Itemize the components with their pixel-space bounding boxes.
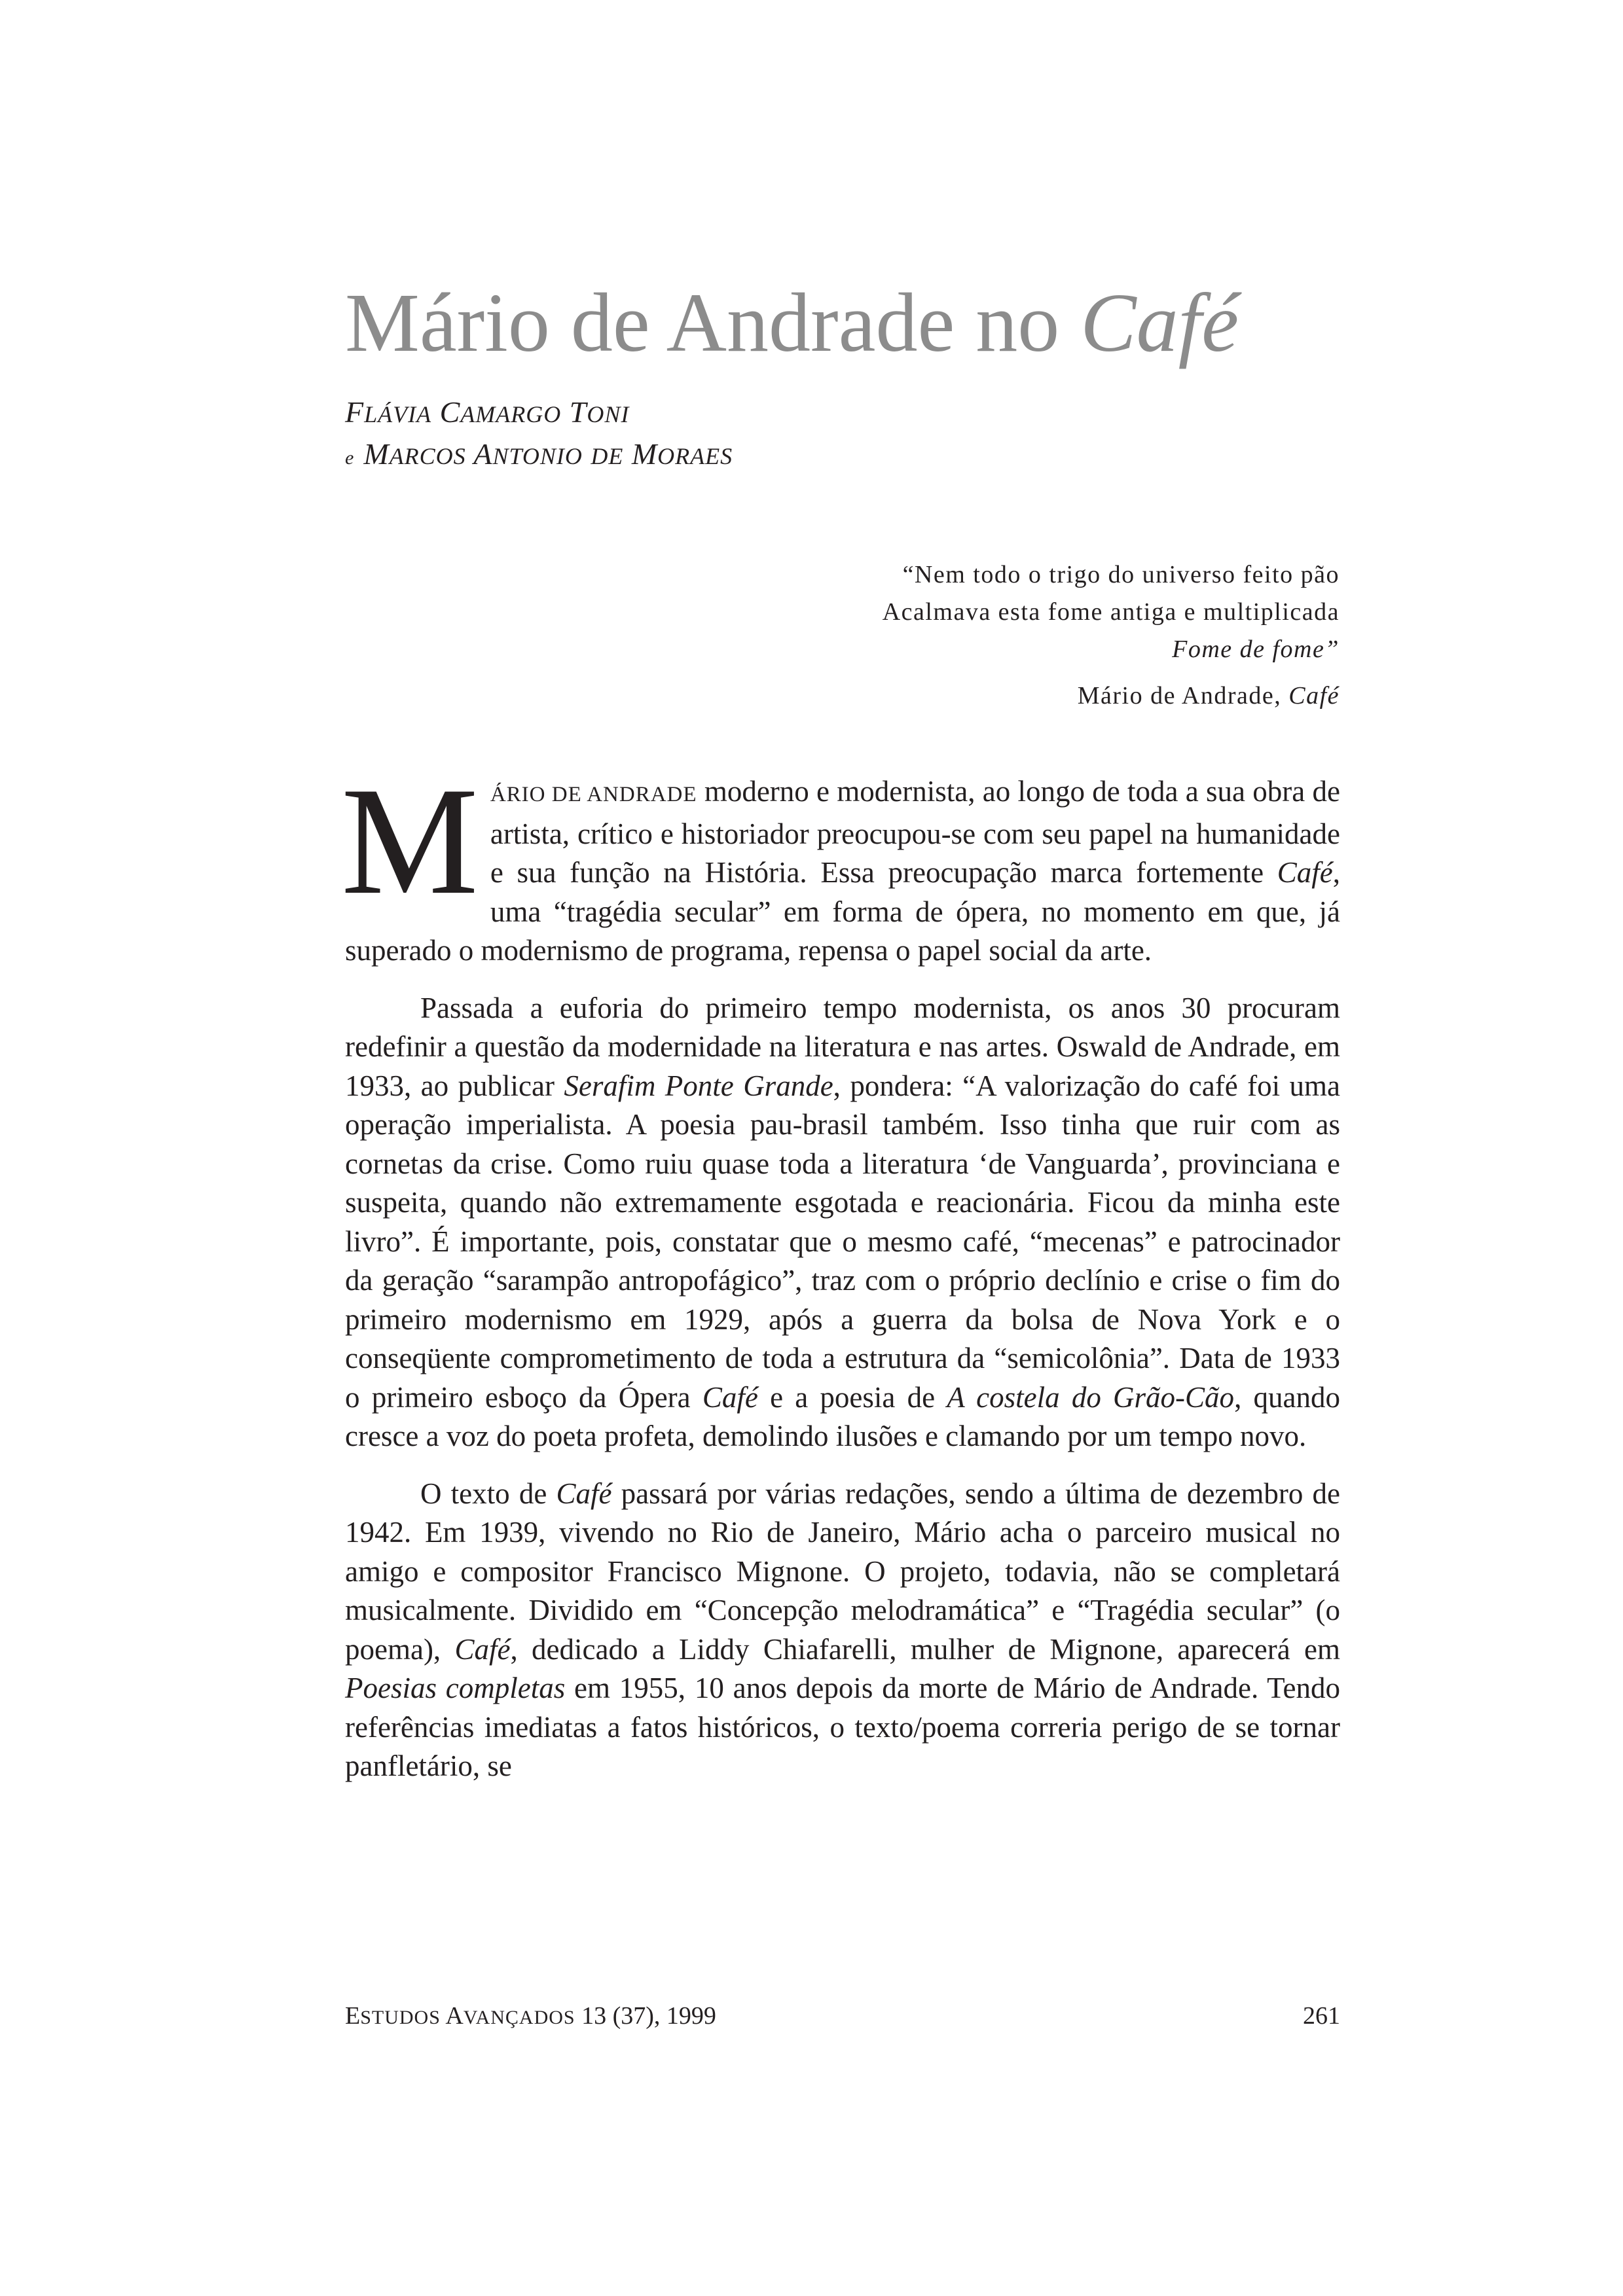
article-body	[341, 756, 1341, 1786]
epigraph-citation: Mário de Andrade, Café	[1077, 682, 1340, 709]
epigraph-line-2: Acalmava esta fome antiga e multiplicada	[882, 598, 1340, 626]
paragraph-3: O texto de Café passará por várias redações, sendo a última de dezembro de 1942. Em 1939, vivendo no Rio de Janeiro, Mário acha o parceiro musical no amigo e compositor Francisco Mignone. O projeto, todavia, não se completará musicalmente. Dividido em “Concepção melodramática” e “Tragédia secular” (o poema), Café, dedicado a Liddy Chiafarelli, mulher de Mignone, aparecerá em Poesias completas em 1955, 10 anos depois da morte de Mário de Andrade. Tendo referências imediatas a fatos históricos, o texto/poema correria perigo de se tornar panfletário, se	[345, 1477, 1341, 1782]
title-italic: Café	[1080, 276, 1239, 369]
page-number: 261	[1303, 2002, 1340, 2030]
author-2: e MARCOS ANTONIO DE MORAES	[345, 437, 733, 471]
paragraph-2: Passada a euforia do primeiro tempo modernista, os anos 30 procuram redefinir a questão da modernidade na literatura e nas artes. Oswald de Andrade, em 1933, ao publicar Serafim Ponte Grande, pondera: “A valorização do café foi uma operação imperialista. A poesia pau-brasil também. Isso tinha que ruir com as cornetas da crise. Como ruiu quase toda a literatura ‘de Vanguarda’, provinciana e suspeita, quando não extremamente esgotada e reacionária. Ficou da minha este livro”. É importante, pois, constatar que o mesmo café, “mecenas” e patrocinador da geração “sarampão antropofágico”, traz com o próprio declínio e crise o fim do primeiro modernismo em 1929, após a guerra da bolsa de Nova York e o conseqüente comprometimento de toda a estrutura da “semicolônia”. Data de 1933 o primeiro esboço da Ópera Café e a poesia de A costela do Grão-Cão, quando cresce a voz do poeta profeta, demolindo ilusões e clamando por um tempo novo.	[345, 991, 1340, 1452]
author-1: FLÁVIA CAMARGO TONI	[345, 395, 630, 429]
drop-cap: M	[341, 756, 479, 927]
journal-reference: ESTUDOS AVANÇADOS 13 (37), 1999	[345, 2002, 716, 2030]
epigraph-line-3: Fome de fome”	[1172, 636, 1340, 663]
paragraph-1: MÁRIO DE ANDRADE moderno e modernista, ao longo de toda a sua obra de artista, crítico e historiador preocupou-se com seu papel na humanidade e sua função na História. Essa preocupação marca fortemente Café, uma “tragédia secular” em forma de ópera, no momento em que, já superado o modernismo de programa, repensa o papel social da arte.	[341, 756, 1340, 967]
article-title	[345, 274, 1239, 372]
title-main: Mário de Andrade no	[345, 276, 1081, 369]
epigraph	[883, 556, 1340, 715]
epigraph-line-1: “Nem todo o trigo do universo feito pão	[902, 561, 1340, 588]
